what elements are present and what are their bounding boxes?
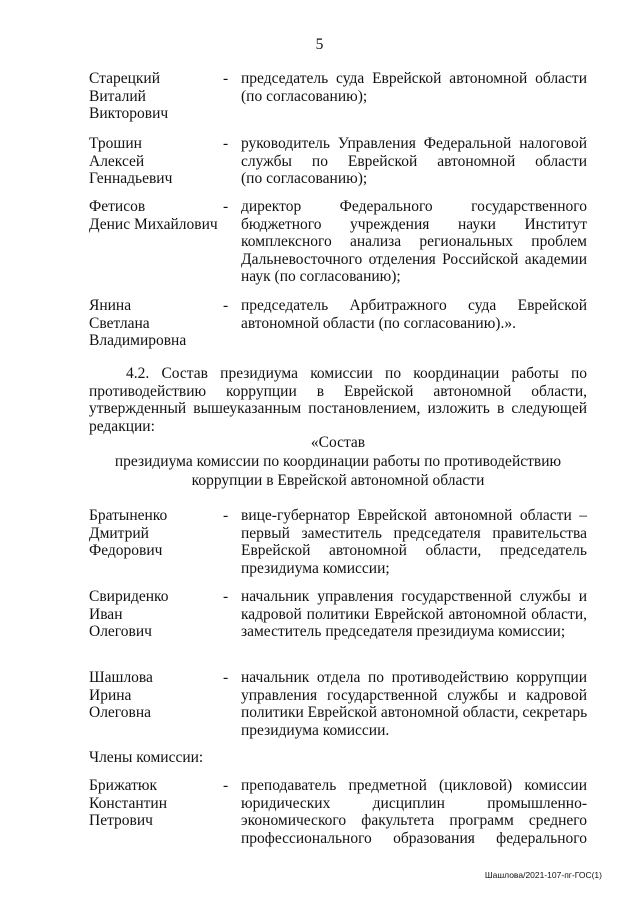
position-line: (по согласованию); (241, 87, 368, 105)
member-position (241, 297, 587, 332)
position-line: начальник отдела по противодействию коррупции (241, 669, 587, 686)
dash: - (223, 135, 229, 152)
member-position (241, 135, 587, 188)
name-line: Денис Михайлович (89, 215, 218, 233)
name-line: Геннадьевич (89, 170, 173, 188)
member-name (89, 669, 224, 722)
name-line: Светлана (89, 314, 150, 332)
name-line: Дмитрий (89, 524, 149, 542)
position-line: президиума комиссии. (241, 721, 390, 739)
position-line: председатель Арбитражного суда Еврейской (241, 297, 587, 314)
member-position (241, 70, 587, 105)
name-line: Виталий (89, 87, 146, 105)
dash: - (223, 669, 229, 686)
position-line: автономной области (по согласованию).». (241, 314, 516, 332)
member-name (89, 588, 224, 641)
member-name (89, 507, 224, 560)
position-line: бюджетного учреждения науки Институт (241, 215, 587, 233)
name-line: Фетисов (89, 198, 146, 215)
member-position (241, 777, 587, 847)
name-line: Шашлова (89, 669, 153, 686)
name-line: Иван (89, 605, 123, 623)
position-line: заместитель председателя президиума комиссии; (241, 623, 566, 641)
dash: - (223, 777, 229, 794)
paragraph-line: 4.2. Состав президиума комиссии по координации работы по (126, 365, 587, 382)
name-line: Олегович (89, 623, 152, 641)
position-line: первый заместитель председателя правительства (241, 524, 587, 542)
position-line: руководитель Управления Федеральной налоговой (241, 135, 587, 152)
name-line: Братыненко (89, 507, 168, 524)
position-line: службы по Еврейской автономной области (241, 152, 587, 170)
position-line: преподаватель предметной (цикловой) комиссии (241, 777, 587, 794)
name-line: Викторович (89, 105, 169, 123)
page-number: 5 (315, 36, 324, 53)
dash: - (223, 507, 229, 524)
position-line: директор Федерального государственного (241, 198, 587, 215)
member-name (89, 70, 224, 123)
member-position (241, 198, 587, 286)
heading-line: коррупции в Еврейской автономной области (191, 472, 485, 489)
paragraph-line: редакции: (89, 417, 155, 435)
dash: - (223, 297, 229, 314)
position-line: политики Еврейской автономной области, секретарь (241, 704, 588, 722)
dash: - (223, 70, 229, 87)
paragraph-line: утвержденный вышеуказанным постановлением, изложить в следующей (89, 400, 587, 418)
position-line: управления государственной службы и кадровой (241, 686, 587, 704)
position-line: комплексного анализа региональных проблем (241, 233, 587, 251)
position-line: Еврейской автономной области, председатель (241, 542, 587, 560)
name-line: Владимировна (89, 332, 187, 350)
section-heading (89, 433, 587, 490)
position-line: председатель суда Еврейской автономной области (241, 70, 587, 87)
position-line: наук (по согласованию); (241, 268, 401, 286)
name-line: Брижатюк (89, 777, 158, 794)
position-line: (по согласованию); (241, 170, 368, 188)
document-footer-code: Шашлова/2021-107-пг-ГОС(1) (484, 870, 602, 880)
dash: - (223, 588, 229, 605)
position-line: вице-губернатор Еврейской автономной области – (241, 507, 587, 524)
member-position (241, 588, 587, 641)
member-name (89, 297, 224, 350)
position-line: профессионального образования федерального (241, 829, 587, 847)
name-line: Федорович (89, 542, 163, 560)
name-line: Петрович (89, 812, 153, 830)
position-line: экономического факультета программ среднего (241, 812, 587, 830)
name-line: Янина (89, 297, 132, 314)
member-name (89, 135, 224, 188)
member-name (89, 198, 224, 233)
name-line: Ирина (89, 686, 132, 704)
name-line: Трошин (89, 135, 142, 152)
position-line: президиума комиссии; (241, 559, 390, 577)
paragraph-4-2 (89, 365, 587, 435)
heading-line: «Состав (310, 434, 366, 451)
name-line: Константин (89, 794, 167, 812)
position-line: юридических дисциплин промышленно- (241, 794, 587, 812)
dash: - (223, 198, 229, 215)
heading-line: президиума комиссии по координации работы по противодействию (114, 453, 562, 470)
name-line: Старецкий (89, 70, 161, 87)
name-line: Свириденко (89, 588, 169, 605)
paragraph-line: противодействию коррупции в Еврейской автономной области, (89, 382, 587, 400)
members-label: Члены комиссии: (89, 749, 204, 766)
position-line: Дальневосточного отделения Российской академии (241, 250, 587, 268)
member-name (89, 777, 224, 830)
name-line: Алексей (89, 152, 145, 170)
position-line: начальник управления государственной службы и (241, 588, 587, 605)
name-line: Олеговна (89, 704, 152, 722)
member-position (241, 669, 587, 739)
member-position (241, 507, 587, 577)
position-line: кадровой политики Еврейской автономной области, (241, 605, 587, 623)
